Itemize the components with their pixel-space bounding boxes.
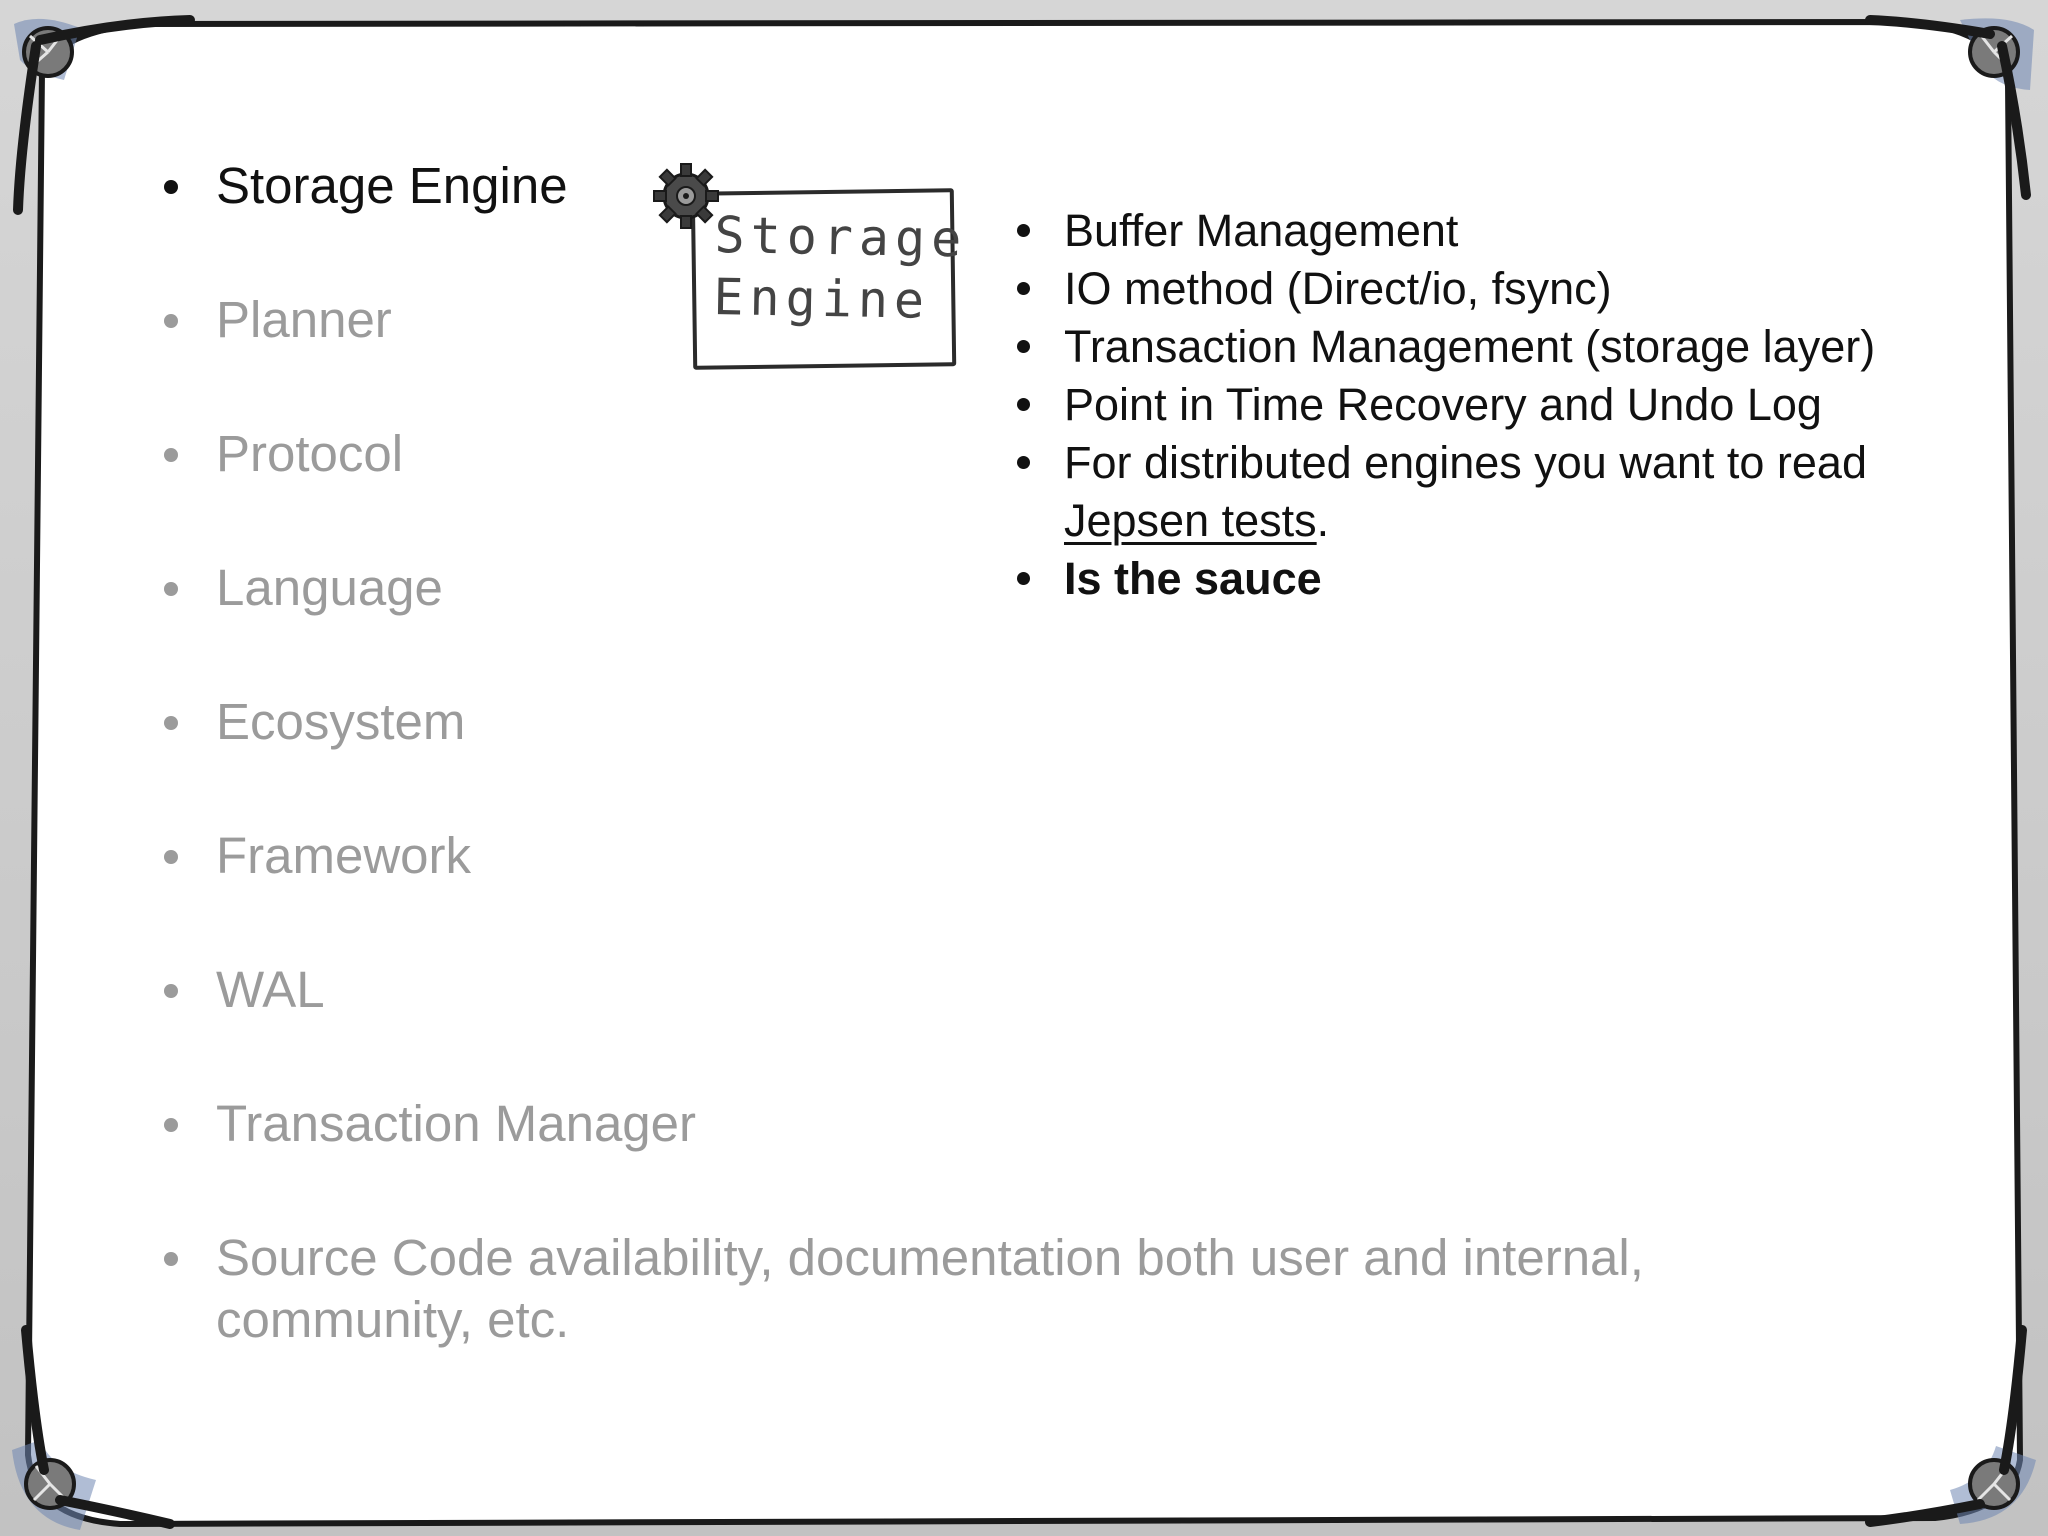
sketch-label: [712, 204, 968, 332]
detail-text: Is the sauce: [1064, 553, 1322, 604]
storage-engine-sketch: [650, 160, 968, 370]
outline-item-label: Storage Engine: [216, 157, 568, 214]
detail-item-emphasis: [1010, 550, 1910, 608]
storage-engine-details: [1010, 202, 1910, 608]
detail-item: [1010, 376, 1910, 434]
detail-text: Transaction Management (storage layer): [1064, 321, 1876, 372]
detail-item: [1010, 202, 1910, 260]
outline-item-framework: [150, 825, 1850, 959]
outline-item-label: Ecosystem: [216, 693, 466, 750]
sketch-label-line: Engine: [712, 267, 931, 330]
detail-item: [1010, 318, 1910, 376]
detail-text: Point in Time Recovery and Undo Log: [1064, 379, 1822, 430]
detail-text-suffix: .: [1316, 495, 1330, 546]
detail-text: IO method (Direct/io, fsync): [1064, 263, 1612, 314]
detail-item: [1010, 434, 1910, 550]
detail-text: Buffer Management: [1064, 205, 1459, 256]
outline-item-source-code: [150, 1227, 1770, 1351]
outline-item-label: Protocol: [216, 425, 404, 482]
outline-item-label: WAL: [216, 961, 325, 1018]
outline-item-ecosystem: [150, 691, 1850, 825]
outline-item-label: Planner: [216, 291, 392, 348]
outline-item-label: Source Code availability, documentation both user and internal, community, etc.: [216, 1229, 1644, 1348]
outline-item-wal: [150, 959, 1850, 1093]
outline-item-label: Language: [216, 559, 443, 616]
detail-text: For distributed engines you want to read: [1064, 437, 1867, 488]
jepsen-tests-link[interactable]: Jepsen tests: [1064, 495, 1317, 546]
outline-item-label: Framework: [216, 827, 472, 884]
outline-item-label: Transaction Manager: [216, 1095, 697, 1152]
gear-icon: [650, 160, 722, 232]
outline-item-transaction-manager: [150, 1093, 1850, 1227]
sketch-label-line: Storage: [714, 206, 968, 269]
detail-item: [1010, 260, 1910, 318]
